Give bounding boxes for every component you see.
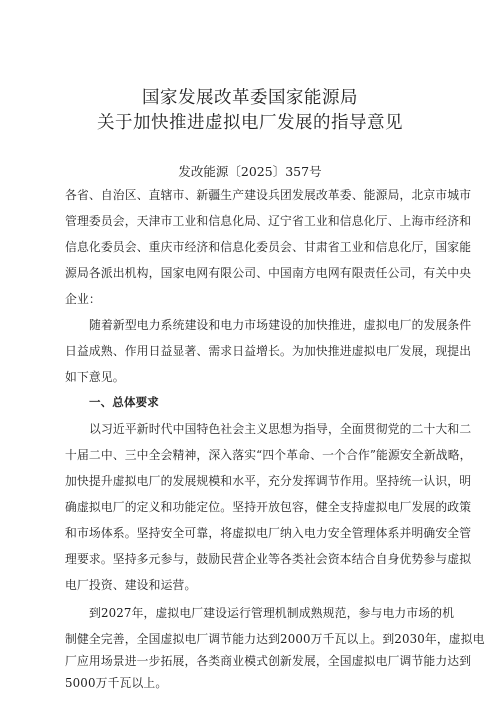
addressee-line: 信息化委员会、重庆市经济和信息化委员会、甘肃省工业和信息化厅，国家能 <box>65 240 472 254</box>
body-line: 以习近平新时代中国特色社会主义思想为指导，全面贯彻党的二十大和二 <box>89 422 472 436</box>
document-number: 发改能源〔2025〕357号 <box>178 164 322 179</box>
section-heading: 一、总体要求 <box>89 395 159 409</box>
body-line: 理要求。坚持多元参与，鼓励民营企业等各类社会资本结合自身优势参与虚拟 <box>65 552 472 566</box>
addressee-line: 企业： <box>65 292 101 306</box>
addressee-line: 源局各派出机构，国家电网有限公司、中国南方电网有限责任公司，有关中央 <box>65 266 472 280</box>
intro-line: 日益成熟、作用日益显著、需求日益增长。为加快推进虚拟电厂发展，现提出 <box>65 344 472 358</box>
goals-line: 厂应用场景进一步拓展，各类商业模式创新发展，全国虚拟电厂调节能力达到 <box>65 654 472 668</box>
body-line: 十届二中、三中全会精神，深入落实“四个革命、一个合作”能源安全新战略， <box>65 448 472 462</box>
goals-line: 到2027年，虚拟电厂建设运行管理机制成熟规范，参与电力市场的机 <box>89 606 455 620</box>
intro-line: 如下意见。 <box>65 370 125 384</box>
document-title-issuer: 国家发展改革委国家能源局 <box>142 88 358 108</box>
intro-line: 随着新型电力系统建设和电力市场建设的加快推进，虚拟电厂的发展条件 <box>89 318 472 332</box>
document-title: 关于加快推进虚拟电厂发展的指导意见 <box>97 113 403 133</box>
goals-line: 制健全完善，全国虚拟电厂调节能力达到2000万千瓦以上。到2030年，虚拟电 <box>65 632 485 646</box>
body-line: 和市场体系。坚持安全可靠，将虚拟电厂纳入电力安全管理体系并明确安全管 <box>65 526 472 540</box>
body-line: 确虚拟电厂的定义和功能定位。坚持开放包容，健全支持虚拟电厂发展的政策 <box>65 500 472 514</box>
addressee-line: 管理委员会，天津市工业和信息化局、辽宁省工业和信息化厅、上海市经济和 <box>65 214 472 228</box>
addressee-line: 各省、自治区、直辖市、新疆生产建设兵团发展改革委、能源局，北京市城市 <box>65 188 472 202</box>
goals-line: 5000万千瓦以上。 <box>65 676 168 690</box>
body-line: 加快提升虚拟电厂的发展规模和水平，充分发挥调节作用。坚持统一认识，明 <box>65 474 472 488</box>
body-line: 电厂投资、建设和运营。 <box>65 578 197 592</box>
